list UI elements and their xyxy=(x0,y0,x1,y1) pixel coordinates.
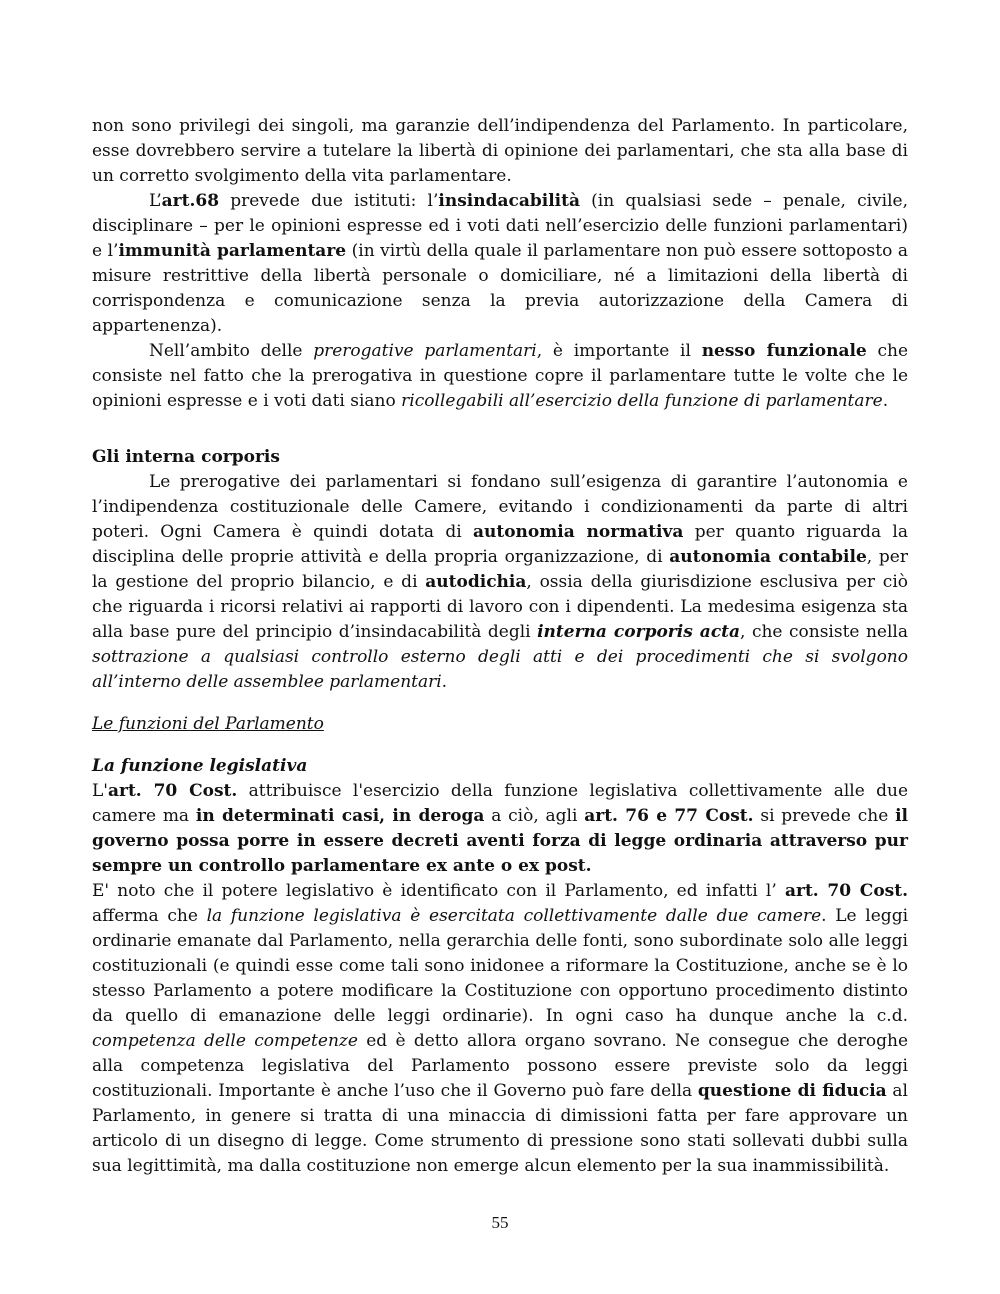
page-number: 55 xyxy=(491,1213,509,1232)
paragraph-nesso-funzionale: Nell’ambito delle prerogative parlamentari, è importante il nesso funzionale che consiste nel fatto che la prerogativa in questione copre il parlamentare tutte le volte che le opinioni espresse e i voti dati siano ricollegabili all’esercizio della funzione di parlamentare. xyxy=(92,341,909,411)
term-nesso-funzionale: nesso funzionale xyxy=(701,341,867,361)
term-art68: art.68 xyxy=(161,191,220,211)
paragraph-art70: L'art. 70 Cost. attribuisce l'esercizio della funzione legislativa collettivamente alle due camere ma in determinati casi, in deroga a ciò, agli art. 76 e 77 Cost. si prevede che il governo possa porre in essere decreti aventi forza di legge ordinaria attraverso pur sempre un controllo parlamentare ex ante o ex post. xyxy=(92,781,909,876)
section-heading-interna-corporis: Gli interna corporis xyxy=(92,447,280,467)
paragraph-prerogatives-intro: non sono privilegi dei singoli, ma garanzie dell’indipendenza del Parlamento. In particolare, esse dovrebbero servire a tutelare la libertà di opinione dei parlamentari, che sta alla base di un corretto svolgimento della vita parlamentare. xyxy=(92,116,908,186)
subsection-heading-funzione-legislativa: La funzione legislativa xyxy=(92,756,308,776)
section-heading-funzioni: Le funzioni del Parlamento xyxy=(92,714,324,734)
paragraph-art68: L’art.68 prevede due istituti: l’insindacabilità (in qualsiasi sede – penale, civile, disciplinare – per le opinioni espresse ed i voti dati nell’esercizio delle funzioni parlamentari) e l’immunità parlamentare (in virtù della quale il parlamentare non può essere sottoposto a misure restrittive della libertà personale o domiciliare, né a limitazioni della libertà di corrispondenza e comunicazione senza la previa autorizzazione della Camera di appartenenza). xyxy=(92,191,909,336)
document-page xyxy=(92,114,908,1179)
paragraph-autonomia: Le prerogative dei parlamentari si fondano sull’esigenza di garantire l’autonomia e l’indipendenza costituzionale delle Camere, evitando i condizionamenti da parte di altri poteri. Ogni Camera è quindi dotata di autonomia normativa per quanto riguarda la disciplina delle proprie attività e della propria organizzazione, di autonomia contabile, per la gestione del proprio bilancio, e di autodichia, ossia della giurisdizione esclusiva per ciò che riguarda i ricorsi relativi ai rapporti di lavoro con i dipendenti. La medesima esigenza sta alla base pure del principio d’insindacabilità degli interna corporis acta, che consiste nella sottrazione a qualsiasi controllo esterno degli atti e dei procedimenti che si svolgono all’interno delle assemblee parlamentari. xyxy=(92,472,909,692)
term-immunita: immunità parlamentare xyxy=(118,241,347,261)
term-insindacabilita: insindacabilità xyxy=(438,191,580,211)
paragraph-potere-legislativo: E' noto che il potere legislativo è identificato con il Parlamento, ed infatti l’ art. 70 Cost. afferma che la funzione legislativa è esercitata collettivamente dalle due camere. Le leggi ordinarie emanate dal Parlamento, nella gerarchia delle fonti, sono subordinate solo alle leggi costituzionali (e quindi esse come tali sono inidonee a riformare la Costituzione, anche se è lo stesso Parlamento a potere modificare la Costituzione con opportuno procedimento distinto da quello di emanazione delle leggi ordinarie). In ogni caso ha dunque anche la c.d. competenza delle competenze ed è detto allora organo sovrano. Ne consegue che deroghe alla competenza legislativa del Parlamento possono essere previste solo da leggi costituzionali. Importante è anche l’uso che il Governo può fare della questione di fiducia al Parlamento, in genere si tratta di una minaccia di dimissioni fatta per fare approvare un articolo di un disegno di legge. Come strumento di pressione sono stati sollevati dubbi sulla sua legittimità, ma dalla costituzione non emerge alcun elemento per la sua inammissibilità. xyxy=(92,881,909,1176)
